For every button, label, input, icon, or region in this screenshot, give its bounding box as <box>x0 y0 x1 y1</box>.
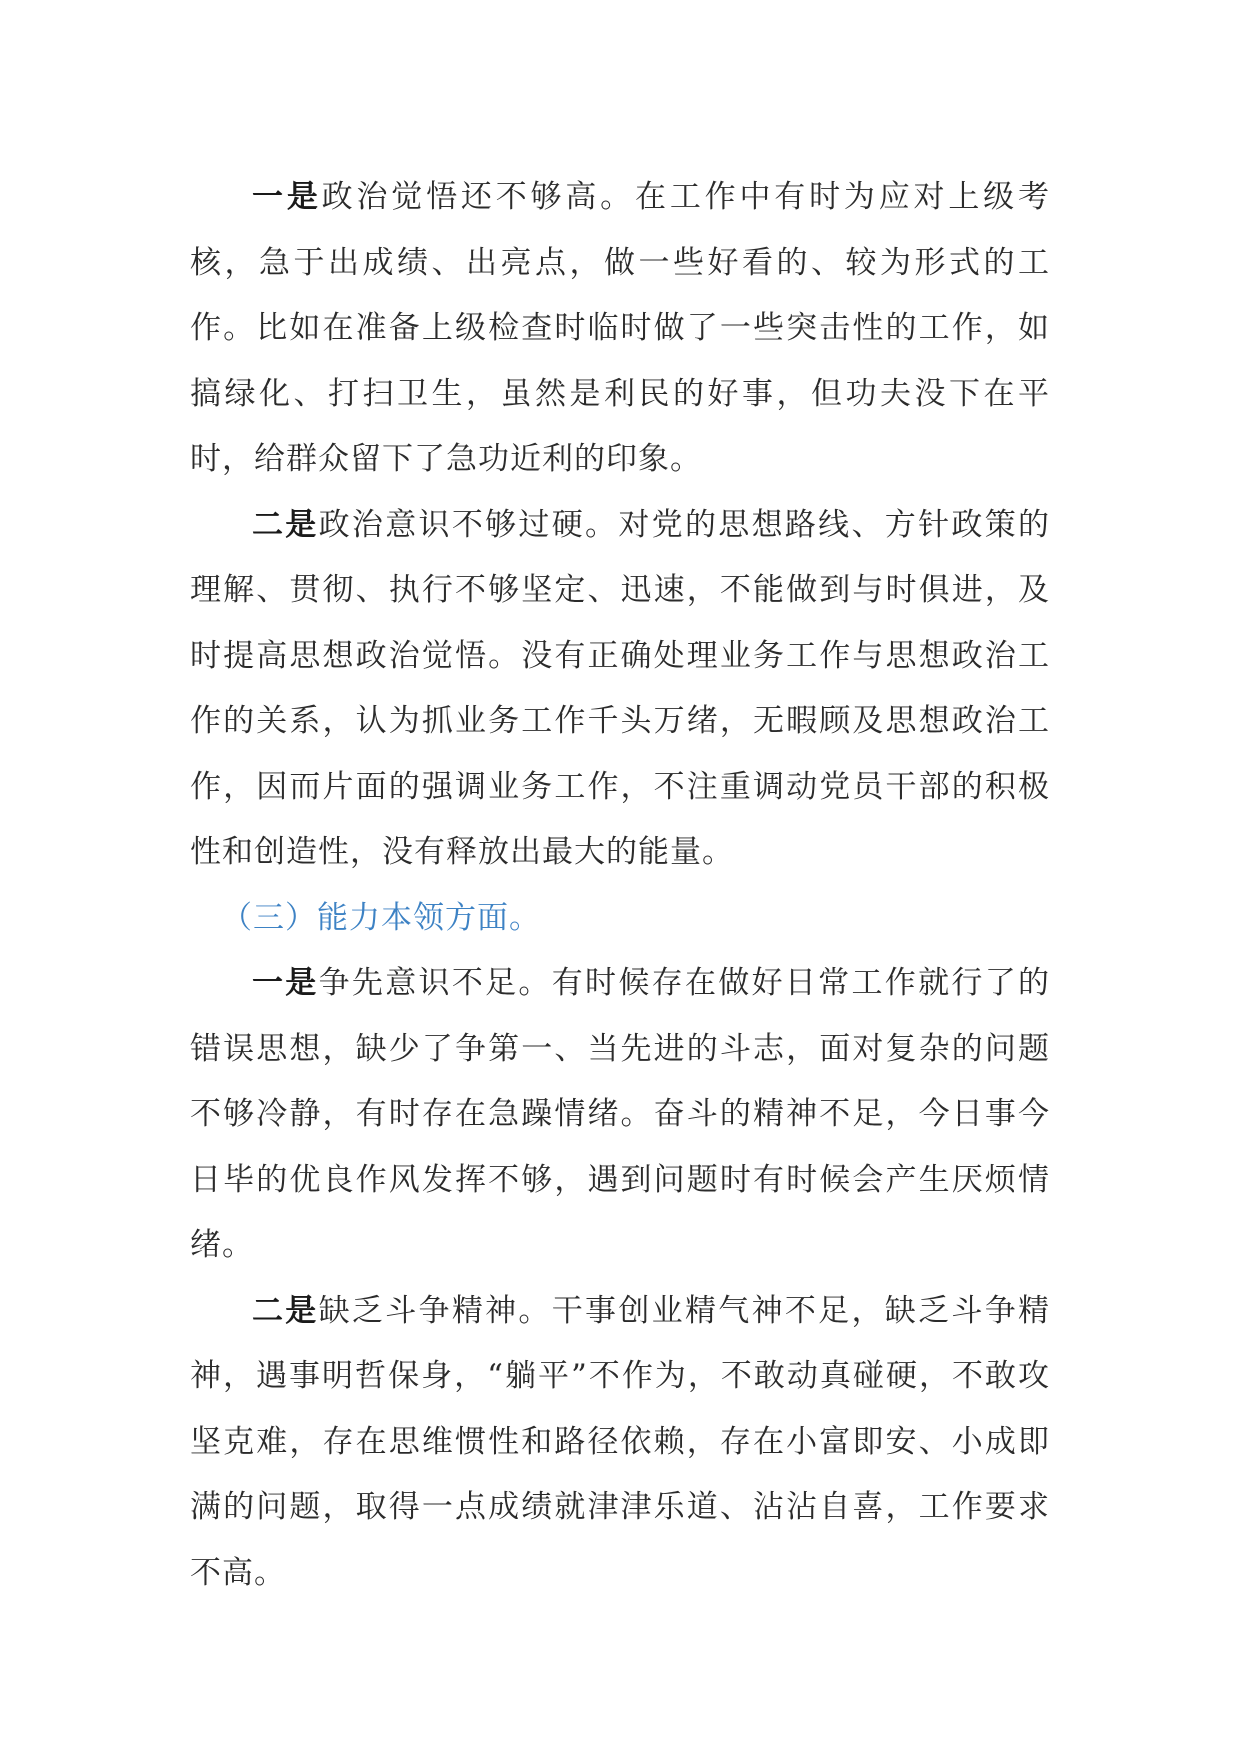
section-heading <box>190 886 1050 952</box>
paragraph-lead: 一是 <box>252 179 322 215</box>
paragraph-fighting-spirit <box>190 1279 1050 1607</box>
paragraph-body: 政治意识不够过硬。对党的思想路线、方针政策的理解、贯彻、执行不够坚定、迅速，不能做到与时俱进，及时提高思想政治觉悟。没有正确处理业务工作与思想政治工作的关系，认为抓业务工作千头万绪，无暇顾及思想政治工作，因而片面的强调业务工作，不注重调动党员干部的积极性和创造性，没有释放出最大的能量。 <box>190 506 1050 870</box>
document-page <box>190 165 1050 1606</box>
paragraph-competitive-awareness <box>190 951 1050 1279</box>
paragraph-body: 政治觉悟还不够高。在工作中有时为应对上级考核，急于出成绩、出亮点，做一些好看的、较为形式的工作。比如在准备上级检查时临时做了一些突击性的工作，如搞绿化、打扫卫生，虽然是利民的好事，但功夫没下在平时，给群众留下了急功近利的印象。 <box>190 179 1051 477</box>
paragraph-lead: 二是 <box>252 506 319 543</box>
paragraph-body: 缺乏斗争精神。干事创业精气神不足，缺乏斗争精神，遇事明哲保身，“躺平”不作为，不敢动真碰硬，不敢攻坚克难，存在思维惯性和路径依赖，存在小富即安、小成即满的问题，取得一点成绩就津津乐道、沾沾自喜，工作要求不高。 <box>190 1292 1050 1591</box>
paragraph-body: 争先意识不足。有时候存在做好日常工作就行了的错误思想，缺少了争第一、当先进的斗志，面对复杂的问题不够冷静，有时存在急躁情绪。奋斗的精神不足，今日事今日毕的优良作风发挥不够，遇到问题时有时候会产生厌烦情绪。 <box>190 965 1050 1263</box>
paragraph-lead: 二是 <box>252 1292 319 1329</box>
paragraph-lead: 一是 <box>252 965 319 1001</box>
section-heading-text: （三）能力本领方面。 <box>221 899 541 936</box>
paragraph-political-awareness <box>190 165 1050 493</box>
paragraph-political-consciousness <box>190 493 1050 886</box>
